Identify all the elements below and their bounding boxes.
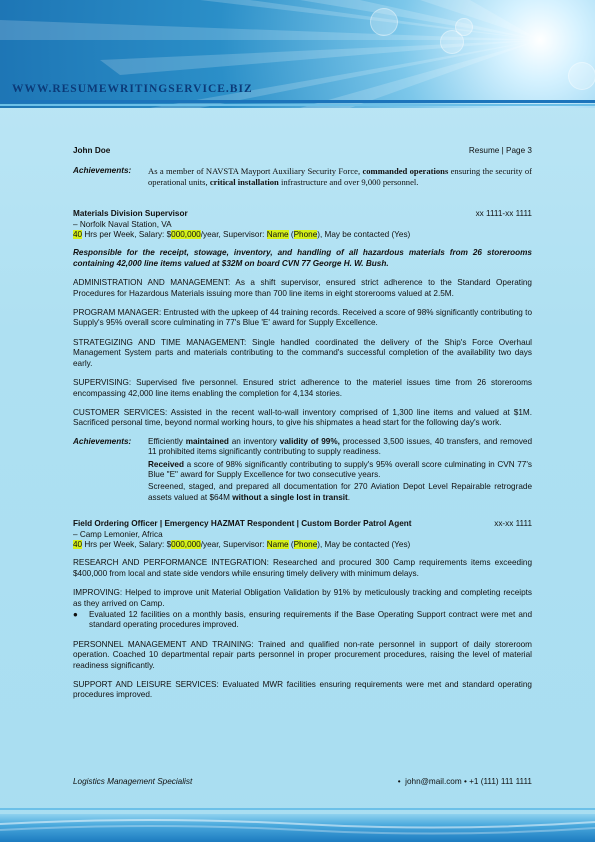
footer-title: Logistics Management Specialist [73, 777, 193, 786]
job-location: – Norfolk Naval Station, VA [73, 219, 172, 229]
job-field-ordering [73, 519, 532, 701]
duty-paragraph: PROGRAM MANAGER: Entrusted with the upkeep of 44 training records. Received a score of 98% significantly contributing to Supply's 95% overall score culminating in 77's Blue 'E' award for Supply Excellence. [73, 308, 532, 328]
text: . [347, 492, 351, 502]
bullet-text: Evaluated 12 facilities on a monthly basis, ensuring requirements if the Base Operating Support contract were met and standard operating procedures improved. [89, 610, 532, 630]
bubble-decor [455, 18, 473, 36]
job-title: Materials Division Supervisor [73, 209, 188, 219]
achievements-label: Achievements: [73, 166, 132, 176]
contact-info: john@mail.com • +1 (111) 111 1111 [405, 777, 532, 786]
bullet-icon: • [397, 777, 406, 786]
text: ( [288, 230, 294, 240]
duty-paragraph: SUPPORT AND LEISURE SERVICES: Evaluated MWR facilities ensuring requirements were met and standard operating procedures improved. [73, 680, 532, 700]
duty-paragraph: PERSONNEL MANAGEMENT AND TRAINING: Trained and qualified non-rate personnel in support of daily storeroom operation. Coached 10 departmental repair parts personnel in proper procurement procedures, raising the level of material readiness significantly. [73, 639, 532, 670]
job-achievements [73, 437, 532, 503]
bubble-decor [568, 62, 595, 90]
header-rule [0, 104, 595, 106]
text-bold: validity of 99%, [279, 436, 340, 446]
text-bold: without a single lost in transit [232, 492, 348, 502]
bullet-item [73, 610, 532, 631]
hours-highlight: 40 [73, 539, 83, 549]
footer-rule [0, 808, 595, 810]
text: a score of 98% significantly contributing to supply's 95% overall score culminating in CVN 77's Blue "E" award for Supply Excellence for two consecutive years. [148, 459, 532, 479]
candidate-name: John Doe [73, 146, 111, 155]
achievements-text [148, 166, 532, 187]
job-details [73, 230, 532, 240]
text: ensuring the security of operational units, [148, 166, 532, 187]
achievements-label: Achievements: [73, 436, 132, 446]
job-dates: xx 1111-xx 1111 [475, 209, 532, 219]
text: an inventory [228, 436, 280, 446]
text: Hrs per Week, Salary: $ [82, 230, 172, 240]
achievement-item [148, 437, 532, 458]
phone-highlight: Phone [293, 230, 318, 240]
text: Screened, staged, and prepared all documentation for 270 Aviation Depot Level Repairable retrograde assets valued at $64M [148, 482, 532, 502]
salary-highlight: 000,000 [171, 539, 201, 549]
page-header [73, 146, 532, 156]
text: As a member of NAVSTA Mayport Auxiliary Security Force, [148, 166, 361, 177]
summary-achievements [73, 166, 532, 187]
text: processed 3,500 issues, 40 transfers, and removed 11 prohibited items significantly contributing to supply readiness. [148, 436, 533, 457]
job-details [73, 540, 532, 550]
text: ( [288, 539, 294, 549]
duty-paragraph: ADMINISTRATION AND MANAGEMENT: As a shift supervisor, ensured strict adherence to the Standard Operating Procedures for Hazardous Materials issuing more than 700 line items in eight storerooms valued at 2.5M. [73, 278, 532, 298]
phone-highlight: Phone [293, 539, 318, 549]
bubble-decor [370, 8, 398, 36]
text-bold: maintained [185, 436, 229, 446]
job-title: Field Ordering Officer | Emergency HAZMAT Respondent | Custom Border Patrol Agent [73, 519, 412, 529]
header-rule [0, 100, 595, 103]
duty-paragraph: SUPERVISING: Supervised five personnel. Ensured strict adherence to the materiel issues time from 26 storerooms encompassing 42,000 line items enabling the completion for 4,134 stories. [73, 378, 532, 398]
page-footer [73, 777, 532, 786]
supervisor-highlight: Name [266, 230, 289, 240]
achievements-list [148, 437, 532, 503]
bullet-icon: ● [73, 610, 78, 619]
text-bold: critical installation [209, 176, 279, 187]
text: Efficiently [148, 436, 186, 446]
footer-contact [398, 777, 532, 786]
hours-highlight: 40 [73, 230, 83, 240]
duty-paragraph: CUSTOMER SERVICES: Assisted in the recent wall-to-wall inventory comprised of 1,300 line items and valued at $1M. Sacrificed personal time, beyond normal working hours, to give his shipmates a head start for the following day's work. [73, 407, 532, 428]
job-dates: xx-xx 1111 [494, 519, 532, 529]
text: infrastructure and over 9,000 personnel. [280, 176, 419, 187]
footer-wave-graphic [0, 814, 595, 842]
footer-banner [0, 814, 595, 842]
text: Hrs per Week, Salary: $ [82, 539, 172, 549]
salary-highlight: 000,000 [171, 230, 201, 240]
page-number: Resume | Page 3 [468, 146, 532, 155]
achievement-item [148, 482, 532, 503]
site-url: WWW.RESUMEWRITINGSERVICE.BIZ [12, 83, 253, 95]
text: ), May be contacted (Yes) [317, 539, 411, 549]
duty-paragraph: STRATEGIZING AND TIME MANAGEMENT: Single handled coordinated the delivery of the Ship's Force Overhaul Management System parts and materials contributing to the command's successful completion of the availability two days early. [73, 337, 532, 368]
job-materials-division [73, 209, 532, 503]
header-banner [0, 0, 595, 108]
text: ), May be contacted (Yes) [317, 230, 411, 240]
achievement-item [148, 460, 532, 481]
supervisor-highlight: Name [266, 539, 289, 549]
duty-paragraph: IMPROVING: Helped to improve unit Material Obligation Validation by 91% by meticulously tracking and completing receipts as they arrived on Camp. [73, 588, 532, 608]
text: /year, Supervisor: [200, 230, 267, 240]
text-bold: Received [148, 459, 184, 469]
text-bold: commanded operations [362, 166, 449, 177]
text: /year, Supervisor: [200, 539, 267, 549]
resume-content [73, 146, 532, 701]
job-summary: Responsible for the receipt, stowage, inventory, and handling of all hazardous materials from 26 storerooms containing 42,000 line items valued at $32M on board CVN 77 George H. W. Bush. [73, 248, 532, 268]
duty-paragraph: RESEARCH AND PERFORMANCE INTEGRATION: Researched and procured 300 Camp requirements items exceeding $400,000 from local and state side vendors while ensuring timely delivery with minimum delays. [73, 558, 532, 578]
job-location: – Camp Lemonier, Africa [73, 529, 163, 539]
